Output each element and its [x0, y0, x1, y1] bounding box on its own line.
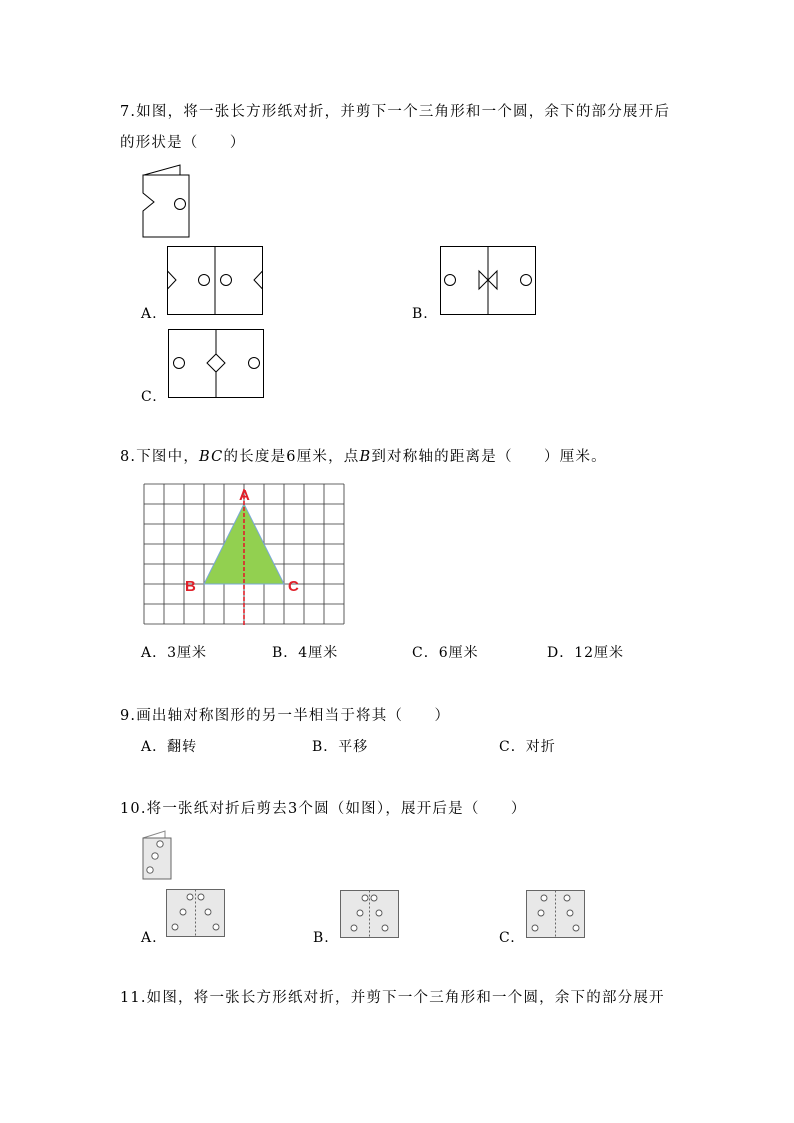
q7-option-b-figure[interactable]: [440, 246, 537, 316]
q10-text: 10.将一张纸对折后剪去3个圆（如图），展开后是（ ）: [120, 801, 527, 817]
q10-option-c-figure[interactable]: [526, 890, 586, 940]
q10-option-a-label: A.: [141, 930, 158, 946]
q7-folded-paper-figure: [140, 163, 192, 241]
q7-text-line2: 的形状是（ ）: [120, 135, 246, 151]
q9-option-b[interactable]: B．平移: [312, 739, 369, 755]
q8-option-a[interactable]: A．3厘米: [141, 645, 208, 661]
q8-text-bc: BC: [199, 449, 224, 465]
q8-option-b[interactable]: B．4厘米: [272, 645, 339, 661]
q8-grid-figure: [141, 481, 349, 627]
q9-text: 9.画出轴对称图形的另一半相当于将其（ ）: [120, 708, 451, 724]
q10-option-b-figure[interactable]: [340, 890, 400, 940]
q8-text-pre: 8.下图中，: [120, 449, 200, 465]
q10-option-c-label: C.: [499, 930, 516, 946]
q10-option-a-figure[interactable]: [166, 889, 226, 939]
label-a: A: [239, 487, 250, 504]
q7-text-line1: 7.如图，将一张长方形纸对折，并剪下一个三角形和一个圆，余下的部分展开后: [120, 104, 671, 120]
q8-text: [120, 447, 607, 467]
q7-option-c-figure[interactable]: [168, 329, 265, 399]
label-c: C: [288, 578, 299, 595]
q9-option-c[interactable]: C．对折: [499, 739, 556, 755]
q11-text-line1: 11.如图，将一张长方形纸对折，并剪下一个三角形和一个圆，余下的部分展开: [120, 990, 665, 1006]
q8-text-mid: 的长度是6厘米，点: [223, 449, 360, 465]
q7-option-a-figure[interactable]: [167, 246, 264, 316]
q8-text-b: B: [359, 449, 372, 465]
q8-option-d[interactable]: D．12厘米: [547, 645, 625, 661]
q7-option-c-label: C.: [141, 389, 158, 405]
q8-option-c[interactable]: C．6厘米: [412, 645, 479, 661]
q9-option-a[interactable]: A．翻转: [141, 739, 198, 755]
q10-option-b-label: B.: [313, 930, 330, 946]
label-b: B: [185, 578, 196, 595]
q8-text-post: 到对称轴的距离是（ ）厘米。: [371, 449, 607, 465]
q10-folded-paper-figure: [141, 830, 175, 882]
q7-option-b-label: B.: [412, 306, 429, 322]
q7-option-a-label: A.: [141, 306, 158, 322]
